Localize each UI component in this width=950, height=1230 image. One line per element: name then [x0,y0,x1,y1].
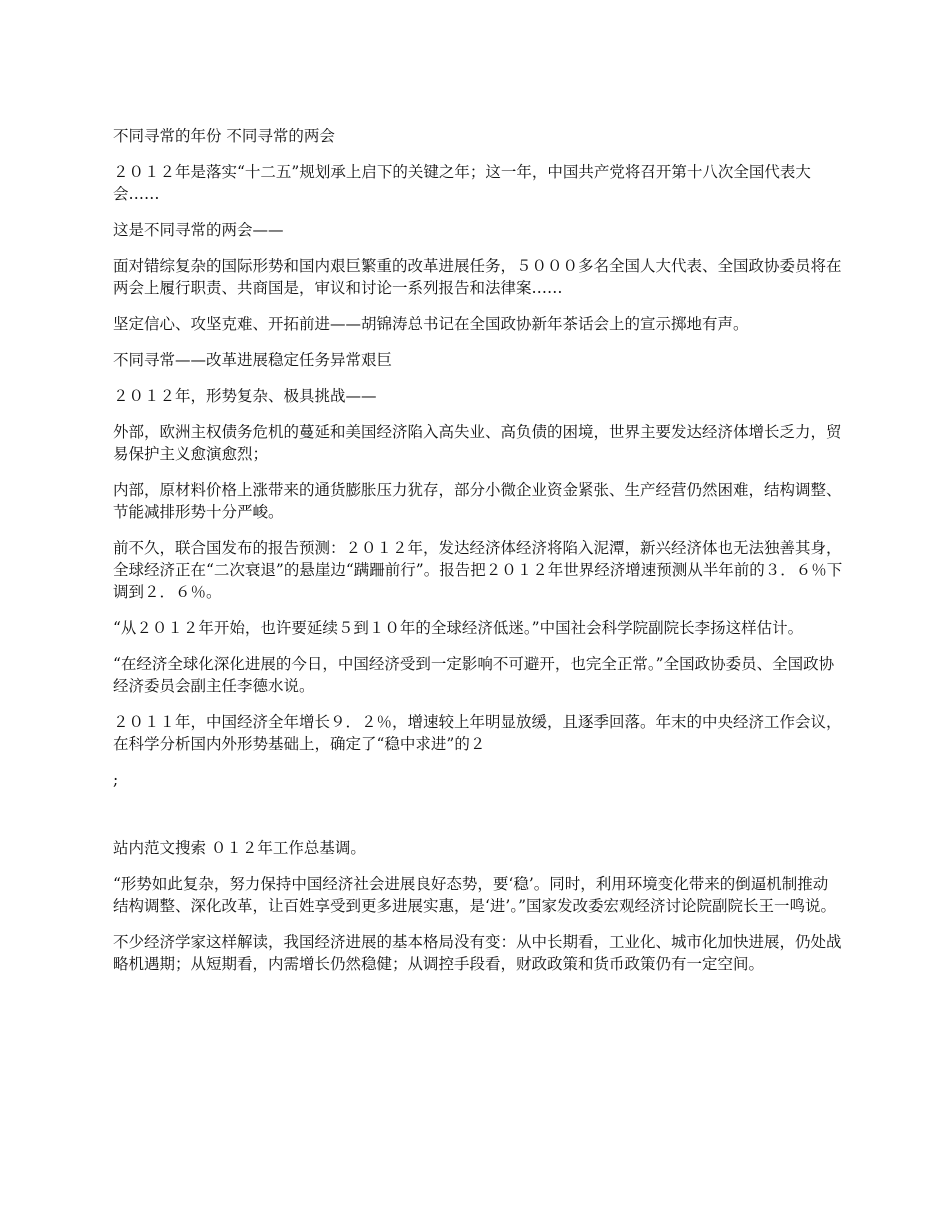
paragraph: “在经济全球化深化进展的今日，中国经济受到一定影响不可避开，也完全正常。”全国政协委员、全国政协经济委员会副主任李德水说。 [113,655,835,695]
paragraph: 内部，原材料价格上涨带来的通货膨胀压力犹存，部分小微企业资金紧张、生产经营仍然困难，结构调整、节能减排形势十分严峻。 [113,481,842,521]
paragraph: 外部，欧洲主权债务危机的蔓延和美国经济陷入高失业、高负债的困境，世界主要发达经济体增长乏力，贸易保护主义愈演愈烈； [113,423,842,463]
paragraph: 不少经济学家这样解读，我国经济进展的基本格局没有变：从中长期看，工业化、城市化加快进展，仍处战略机遇期；从短期看，内需增长仍然稳健；从调控手段看，财政政策和货币政策仍有一定空间。 [113,933,842,973]
paragraph: “形势如此复杂，努力保持中国经济社会进展良好态势，要‘稳’。同时，利用环境变化带来的倒逼机制推动结构调整、深化改革，让百姓享受到更多进展实惠，是‘进’。”国家发改委宏观经济讨论院副院长王一鸣说。 [113,875,837,915]
paragraph: 坚定信心、攻坚克难、开拓前进——胡锦涛总书记在全国政协新年茶话会上的宣示掷地有声。 [113,315,749,333]
paragraph: ２０１２年是落实“十二五”规划承上启下的关键之年；这一年，中国共产党将召开第十八次全国代表大会…… [113,163,811,203]
section-heading: 不同寻常——改革进展稳定任务异常艰巨 [113,351,393,369]
article-body [113,125,843,989]
paragraph: “从２０１２年开始，也许要延续５到１０年的全球经济低迷。”中国社会科学院副院长李扬这样估计。 [113,619,804,637]
paragraph: ２０１１年，中国经济全年增长９．２％，增速较上年明显放缓，且逐季回落。年末的中央经济工作会议，在科学分析国内外形势基础上，确定了“稳中求进”的２ [113,713,842,753]
paragraph: ２０１２年，形势复杂、极具挑战—— [113,387,377,405]
paragraph: 前不久，联合国发布的报告预测：２０１２年，发达经济体经济将陷入泥潭，新兴经济体也无法独善其身，全球经济正在“二次衰退”的悬崖边“蹒跚前行”。报告把２０１２年世界经济增速预测从半年前的３．６％下调到２．６％。 [113,539,843,601]
site-search-line: 站内范文搜索 ０１２年工作总基调。 [113,839,366,857]
paragraph: 面对错综复杂的国际形势和国内艰巨繁重的改革进展任务，５０００多名全国人大代表、全国政协委员将在两会上履行职责、共商国是，审议和讨论一系列报告和法律案…… [113,257,842,297]
paragraph: 这是不同寻常的两会—— [113,221,284,239]
article-title: 不同寻常的年份 不同寻常的两会 [113,127,335,145]
separator-text: ; [113,771,119,789]
